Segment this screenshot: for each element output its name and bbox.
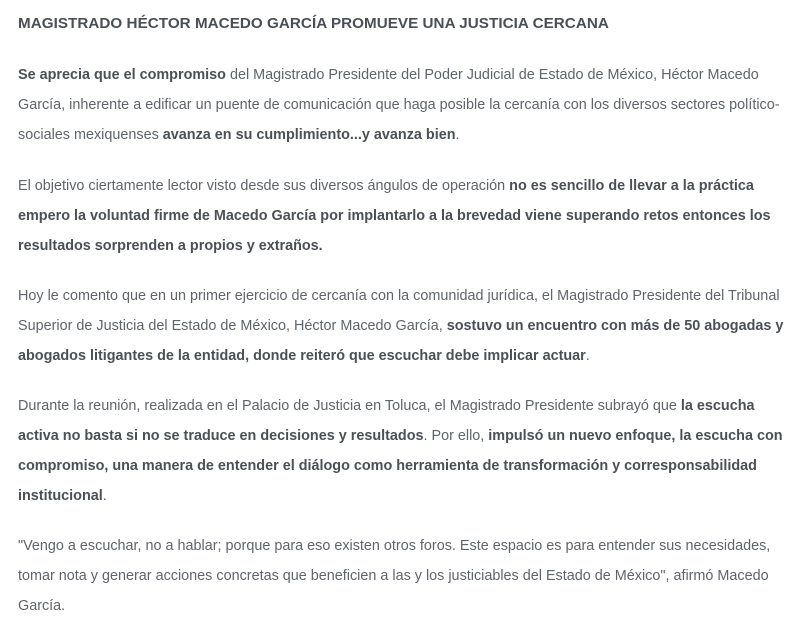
bold-text: la escucha activa no basta si no se traduce en decisiones y resultados	[18, 398, 755, 444]
body-text: "Vengo a escuchar, no a hablar; porque para eso existen otros foros. Este espacio es para entender sus necesidades, tomar nota y generar acciones concretas que beneficien a las y los justiciables del Estado de México", afirmó Macedo García.	[18, 538, 771, 614]
article-paragraph-1	[18, 60, 788, 150]
body-text: .	[585, 348, 590, 364]
article-headline: MAGISTRADO HÉCTOR MACEDO GARCÍA PROMUEVE UNA JUSTICIA CERCANA	[18, 15, 609, 32]
body-text: El objetivo ciertamente lector visto desde sus diversos ángulos de operación	[18, 178, 510, 194]
bold-text: avanza en su cumplimiento...y avanza bien	[162, 127, 456, 143]
bold-text: no es sencillo de llevar a la práctica empero la voluntad firme de Macedo García por implantarlo a la brevedad viene superando retos entonces los resultados sorprenden a propios y extraños.	[18, 178, 771, 254]
bold-text: Se aprecia que el compromiso	[18, 67, 226, 83]
article-paragraph-5	[18, 531, 788, 621]
body-text: .	[102, 488, 107, 504]
article-paragraph-3	[18, 281, 788, 371]
article-paragraph-4	[18, 391, 788, 511]
body-text: .	[455, 127, 460, 143]
body-text: Hoy le comento que en un primer ejercicio de cercanía con la comunidad jurídica, el Magistrado Presidente del Tribunal Superior de Justicia del Estado de México, Héctor Macedo García,	[18, 288, 780, 334]
body-text: . Por ello,	[423, 428, 489, 444]
bold-text: sostuvo un encuentro con más de 50 abogadas y abogados litigantes de la entidad, donde reiteró que escuchar debe implicar actuar	[18, 318, 784, 364]
bold-text: impulsó un nuevo enfoque, la escucha con compromiso, una manera de entender el diálogo como herramienta de transformación y corresponsabilidad institucional	[18, 428, 783, 504]
body-text: Durante la reunión, realizada en el Palacio de Justicia en Toluca, el Magistrado Presidente subrayó que	[18, 398, 681, 414]
body-text: del Magistrado Presidente del Poder Judicial de Estado de México, Héctor Macedo García, inherente a edificar un puente de comunicación que haga posible la cercanía con los diversos sectores político-sociales mexiquenses	[18, 67, 780, 143]
article-paragraph-2	[18, 171, 788, 261]
